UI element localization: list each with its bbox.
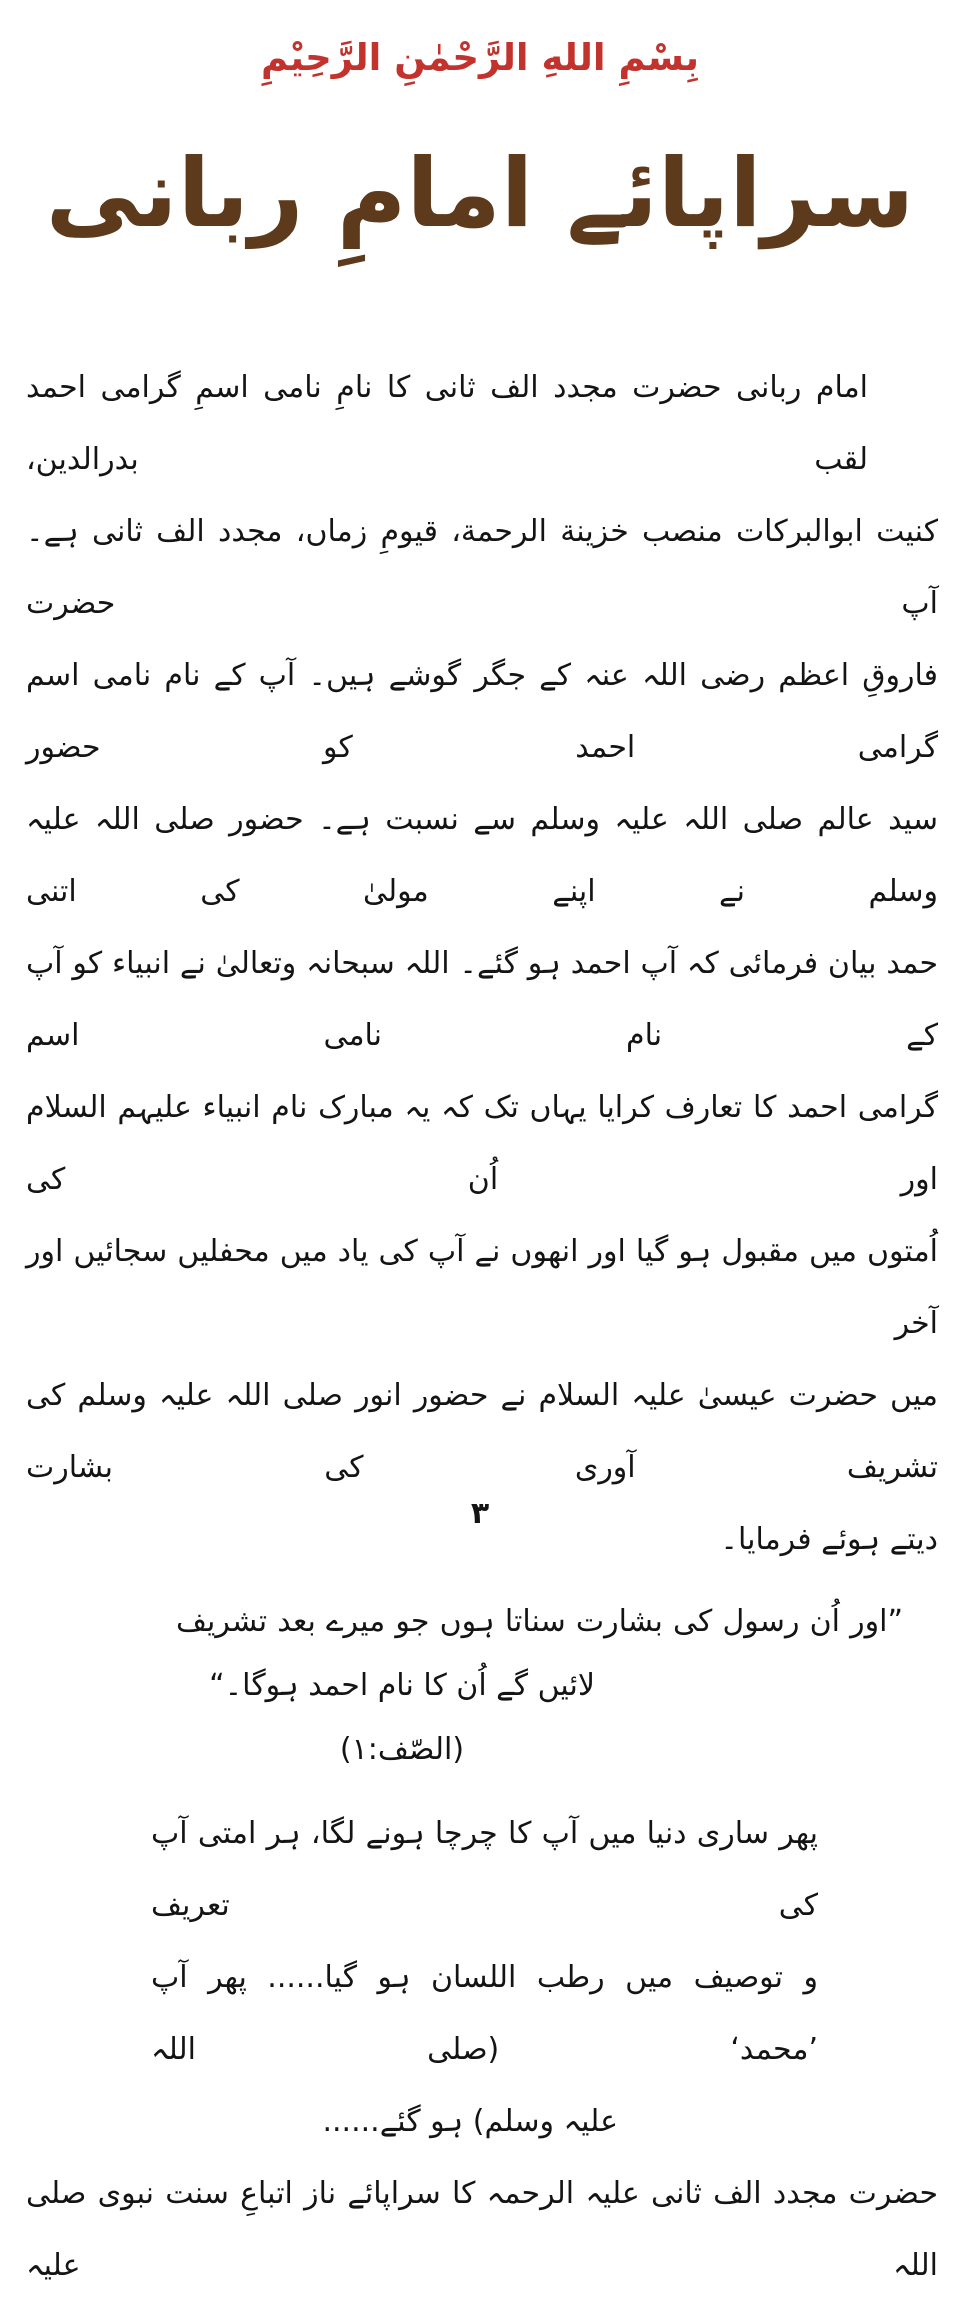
page-number: ٣ bbox=[470, 1496, 490, 1531]
quran-quote-block bbox=[26, 1590, 938, 1782]
passage-line-1: پھر ساری دنیا میں آپ کا چرچا ہونے لگا، ہر امتی آپ کی تعریف bbox=[151, 1816, 818, 1923]
quote-line-2: لائیں گے اُن کا نام احمد ہوگا۔“ (الصّف:١) bbox=[209, 1668, 595, 1767]
paragraph1-line-9: دیتے ہوئے فرمایا۔ bbox=[720, 1522, 938, 1557]
passage-line-3: علیہ وسلم) ہو گئے...... bbox=[322, 2104, 618, 2139]
paragraph1-line-5: حمد بیان فرمائی کہ آپ احمد ہو گئے۔ اللہ سبحانہ وتعالیٰ نے انبیاء کو آپ کے نام نامی اسم bbox=[26, 946, 938, 1053]
page-title: سراپائے امامِ ربانی bbox=[45, 139, 915, 249]
bismillah-header: بِسْمِ اللهِ الرَّحْمٰنِ الرَّحِيْمِ bbox=[260, 36, 700, 79]
body-text bbox=[26, 352, 938, 2302]
paragraph1-line-2: کنیت ابوالبرکات منصب خزینة الرحمة، قیومِ زماں، مجدد الف ثانی ہے۔ آپ حضرت bbox=[26, 514, 938, 621]
paragraph1-line-7: اُمتوں میں مقبول ہو گیا اور انھوں نے آپ کی یاد میں محفلیں سجائیں اور آخر bbox=[26, 1234, 938, 1341]
quote-line-1: ”اور اُن رسول کی بشارت سناتا ہوں جو میرے بعد تشریف bbox=[176, 1604, 903, 1639]
paragraph1-line-4: سید عالم صلی اللہ علیہ وسلم سے نسبت ہے۔ حضور صلی اللہ علیہ وسلم نے اپنے مولیٰ کی اتنی bbox=[26, 802, 938, 909]
passage-line-2: و توصیف میں رطب اللسان ہو گیا...... پھر آپ ’محمد‘ (صلی اللہ bbox=[151, 1960, 818, 2067]
paragraph1-line-8: میں حضرت عیسیٰ علیہ السلام نے حضور انور صلی اللہ علیہ وسلم کی تشریف آوری کی بشارت bbox=[26, 1378, 938, 1485]
paragraph3-line-1: حضرت مجدد الف ثانی علیہ الرحمہ کا سراپائے ناز اتباعِ سنت نبوی صلی اللہ علیہ bbox=[26, 2176, 938, 2283]
paragraph1-line-3: فاروقِ اعظم رضی اللہ عنہ کے جگر گوشے ہیں۔ آپ کے نام نامی اسم گرامی احمد کو حضور bbox=[26, 658, 938, 765]
paragraph1-line-6: گرامی احمد کا تعارف کرایا یہاں تک کہ یہ مبارک نام انبیاء علیہم السلام اور اُن کی bbox=[26, 1090, 938, 1197]
indented-passage-block bbox=[151, 1798, 818, 2158]
paragraph1-line-1: امام ربانی حضرت مجدد الف ثانی کا نامِ نامی اسمِ گرامی احمد لقب بدرالدین، bbox=[26, 370, 868, 477]
